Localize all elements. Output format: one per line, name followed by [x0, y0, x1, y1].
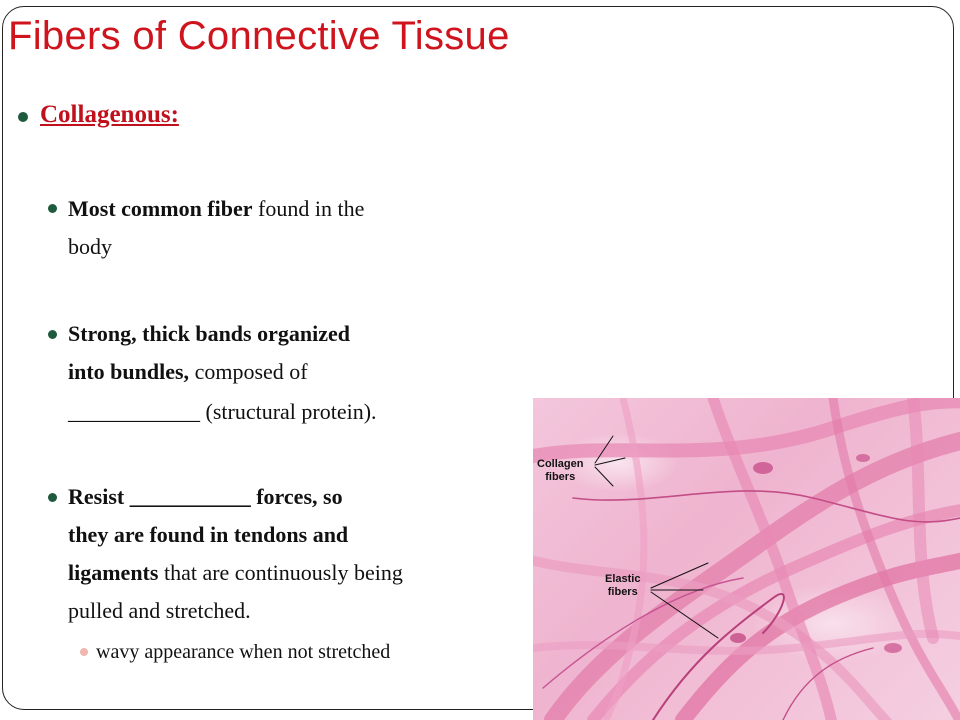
point-2-line-2	[68, 357, 308, 387]
fill-in-blank: ____________	[68, 399, 200, 424]
point-3-rest-3: that are continuously being	[158, 560, 403, 585]
point-3-line-2	[68, 520, 348, 550]
point-2-line-1	[68, 319, 350, 349]
point-3-line-1	[68, 482, 343, 512]
point-3-line-3	[68, 558, 403, 588]
sub-bullet-dot	[80, 648, 88, 656]
point-2-line-3	[68, 397, 377, 427]
section-heading: Collagenous:	[40, 101, 179, 128]
sub-point: wavy appearance when not stretched	[96, 641, 391, 663]
bullet-dot	[18, 112, 28, 122]
point-1-rest: found in the	[252, 196, 365, 221]
bullet-dot	[48, 493, 57, 502]
label-elastic-line-2: fibers	[607, 586, 638, 598]
point-1-bold: Most common fiber	[68, 196, 253, 221]
fill-in-blank: ___________	[129, 484, 251, 509]
label-collagen-line-2: fibers	[545, 471, 576, 483]
label-collagen-fibers	[537, 458, 583, 484]
bullet-dot	[48, 330, 57, 339]
point-1-line-2: body	[68, 234, 112, 259]
micrograph-image	[533, 398, 960, 720]
point-3-bold-1a: Resist	[68, 484, 130, 509]
label-elastic-fibers	[605, 573, 640, 599]
point-2-rest-3: (structural protein).	[200, 399, 377, 424]
micrograph-fibers	[533, 398, 960, 720]
point-1-line-1	[68, 194, 364, 224]
point-3-bold-2: they are found in tendons and	[68, 522, 349, 547]
bullet-dot	[48, 204, 57, 213]
point-2-bold-2: into bundles,	[68, 359, 190, 384]
slide-title: Fibers of Connective Tissue	[8, 14, 510, 58]
label-elastic-line-1: Elastic	[605, 573, 641, 585]
point-2-bold-1: Strong, thick bands organized	[68, 321, 350, 346]
point-3-line-4: pulled and stretched.	[68, 598, 251, 623]
point-3-bold-3: ligaments	[68, 560, 159, 585]
label-collagen-line-1: Collagen	[537, 458, 584, 470]
point-2-rest-2: composed of	[189, 359, 308, 384]
point-3-bold-1b: forces, so	[250, 484, 343, 509]
